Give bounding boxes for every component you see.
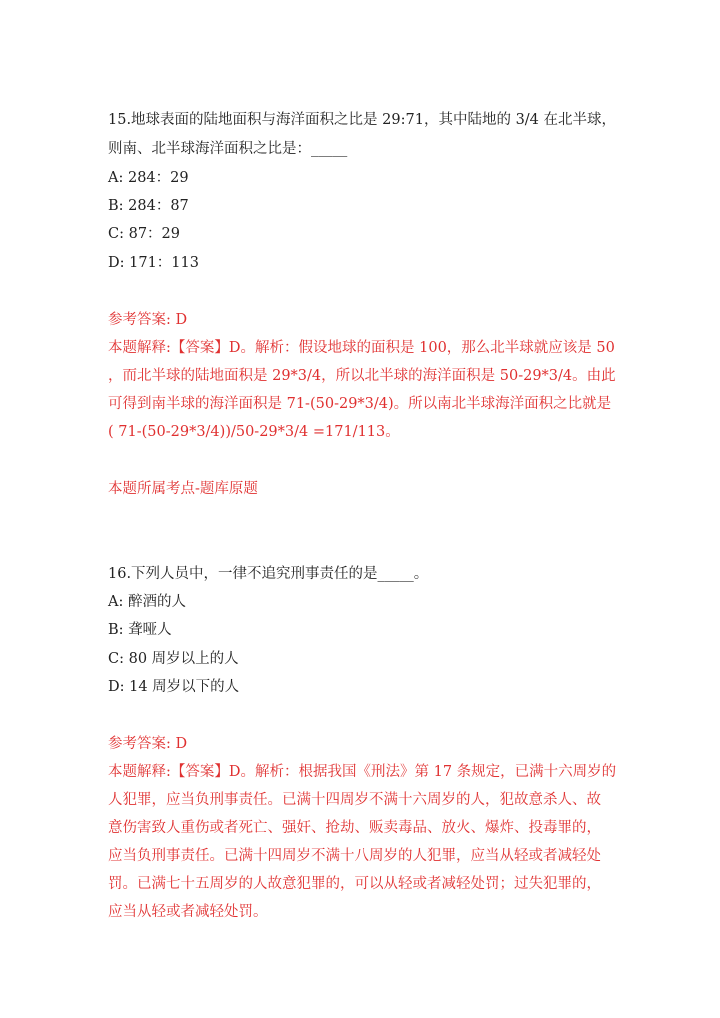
question-15-explanation-line-1: 本题解释:【答案】D。解析：假设地球的面积是 100，那么北半球就应该是 50	[108, 340, 615, 356]
question-16-explanation-line-2: 人犯罪，应当负刑事责任。已满十四周岁不满十六周岁的人，犯故意杀人、故	[108, 792, 601, 808]
question-15-text-line-2: 则南、北半球海洋面积之比是：_____	[108, 141, 348, 157]
question-15-explanation-line-2: ，而北半球的陆地面积是 29*3/4，所以北半球的海洋面积是 50-29*3/4。由此	[108, 368, 616, 384]
question-16-option-d: D: 14 周岁以下的人	[108, 679, 240, 695]
question-15-option-d: D: 171：113	[108, 255, 199, 271]
question-15-option-a: A: 284：29	[108, 170, 189, 186]
question-15-explanation-line-3: 可得到南半球的海洋面积是 71-(50-29*3/4)。所以南北半球海洋面积之比就是	[108, 396, 612, 412]
question-16-option-a: A: 醉酒的人	[108, 594, 186, 610]
question-15-explanation-line-4: ( 71-(50-29*3/4))/50-29*3/4 =171/113。	[108, 424, 400, 440]
question-15-text-line-1: 15.地球表面的陆地面积与海洋面积之比是 29:71，其中陆地的 3/4 在北半球，	[108, 112, 617, 128]
question-16-explanation-line-5: 罚。已满七十五周岁的人故意犯罪的，可以从轻或者减轻处罚；过失犯罪的，	[108, 876, 601, 892]
question-15-topic: 本题所属考点-题库原题	[108, 481, 258, 497]
question-16-explanation-line-6: 应当从轻或者减轻处罚。	[108, 904, 268, 920]
question-15-option-b: B: 284：87	[108, 198, 189, 214]
question-16-text: 16.下列人员中，一律不追究刑事责任的是_____。	[108, 566, 429, 582]
question-16-option-c: C: 80 周岁以上的人	[108, 651, 239, 667]
question-16-explanation-line-1: 本题解释:【答案】D。解析：根据我国《刑法》第 17 条规定，已满十六周岁的	[108, 764, 617, 780]
question-16-explanation-line-4: 应当负刑事责任。已满十四周岁不满十八周岁的人犯罪，应当从轻或者减轻处	[108, 848, 601, 864]
question-16-option-b: B: 聋哑人	[108, 622, 172, 638]
question-16-explanation-line-3: 意伤害致人重伤或者死亡、强奸、抢劫、贩卖毒品、放火、爆炸、投毒罪的，	[108, 820, 601, 836]
question-15-answer: 参考答案: D	[108, 312, 188, 328]
question-15-option-c: C: 87：29	[108, 226, 180, 242]
question-16-answer: 参考答案: D	[108, 736, 188, 752]
